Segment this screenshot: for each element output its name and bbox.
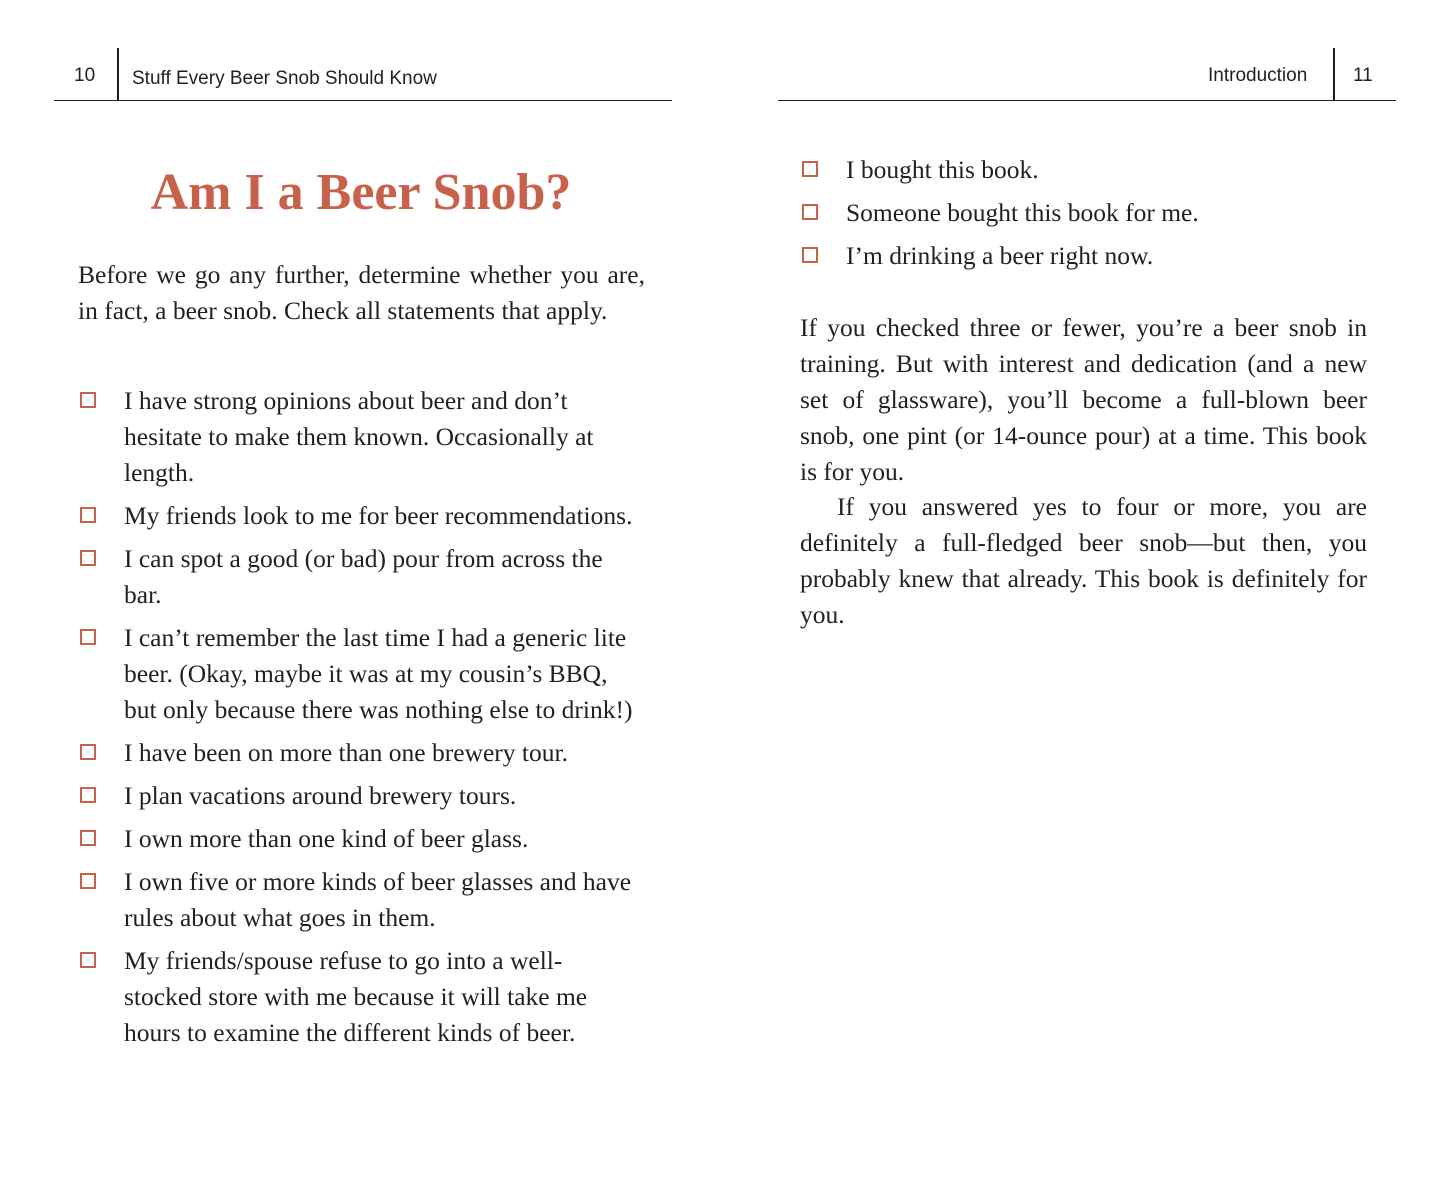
checklist-item: [800, 238, 1400, 274]
right-page: [722, 0, 1445, 1196]
checklist-item-label: I own five or more kinds of beer glasses and have rules about what goes in them.: [124, 867, 632, 932]
checklist-item-label: I plan vacations around brewery tours.: [124, 781, 517, 810]
checklist-item-label: I have strong opinions about beer and don’t hesitate to make them known. Occasionally at length.: [124, 386, 594, 487]
checklist-item-label: I have been on more than one brewery tour.: [124, 738, 568, 767]
checklist-item-label: I’m drinking a beer right now.: [846, 241, 1154, 270]
checklist-item: [78, 821, 638, 857]
result-paragraph-few: If you checked three or fewer, you’re a beer snob in training. But with interest and dedication (and a new set of glassware), you’ll become a full-blown beer snob, one pint (or 14-ounce pour) at a time. This book is for you.: [800, 313, 1367, 486]
section-title: Introduction: [1208, 65, 1308, 86]
page-number: 11: [1353, 65, 1373, 86]
checklist-item-label: I bought this book.: [846, 155, 1039, 184]
checkbox-icon[interactable]: [80, 830, 96, 846]
checkbox-icon[interactable]: [802, 161, 818, 177]
checkbox-icon[interactable]: [80, 392, 96, 408]
checklist-item: [78, 864, 638, 936]
left-page: [0, 0, 722, 1196]
checklist-item-label: My friends/spouse refuse to go into a well-stocked store with me because it will take me hours to examine the different kinds of beer.: [124, 946, 588, 1047]
checklist-item: [800, 195, 1400, 231]
book-title: Stuff Every Beer Snob Should Know: [132, 68, 437, 89]
checklist-item: [800, 152, 1400, 188]
running-head-left: [54, 48, 672, 101]
result-paragraph-many: If you answered yes to four or more, you are definitely a full-fledged beer snob—but then, you probably knew that already. This book is definitely for you.: [800, 492, 1367, 629]
checklist-item-label: I own more than one kind of beer glass.: [124, 824, 529, 853]
checklist-item: [78, 498, 638, 534]
checkbox-icon[interactable]: [80, 507, 96, 523]
chapter-title: Am I a Beer Snob?: [150, 164, 572, 221]
checklist-item-label: My friends look to me for beer recommendations.: [124, 501, 633, 530]
checkbox-icon[interactable]: [80, 787, 96, 803]
checklist-right: [800, 152, 1400, 281]
running-head-right: [778, 48, 1396, 101]
checkbox-icon[interactable]: [802, 247, 818, 263]
checklist-item: [78, 778, 638, 814]
checkbox-icon[interactable]: [80, 873, 96, 889]
checklist-item-label: Someone bought this book for me.: [846, 198, 1199, 227]
checkbox-icon[interactable]: [80, 629, 96, 645]
header-divider: [117, 48, 119, 100]
header-divider: [1333, 48, 1335, 100]
checklist-item: [78, 943, 638, 1051]
checkbox-icon[interactable]: [80, 550, 96, 566]
checklist-item: [78, 383, 638, 491]
checklist-item: [78, 541, 638, 613]
checkbox-icon[interactable]: [80, 952, 96, 968]
page-number: 10: [74, 65, 96, 86]
checklist-left: [78, 383, 638, 1058]
checkbox-icon[interactable]: [802, 204, 818, 220]
checklist-item-label: I can’t remember the last time I had a generic lite beer. (Okay, maybe it was at my cousin’s BBQ, but only because there was nothing else to drink!): [124, 623, 633, 724]
checklist-item-label: I can spot a good (or bad) pour from across the bar.: [124, 544, 603, 609]
checkbox-icon[interactable]: [80, 744, 96, 760]
checklist-item: [78, 735, 638, 771]
checklist-item: [78, 620, 638, 728]
intro-paragraph: Before we go any further, determine whether you are, in fact, a beer snob. Check all statements that apply.: [78, 260, 645, 325]
